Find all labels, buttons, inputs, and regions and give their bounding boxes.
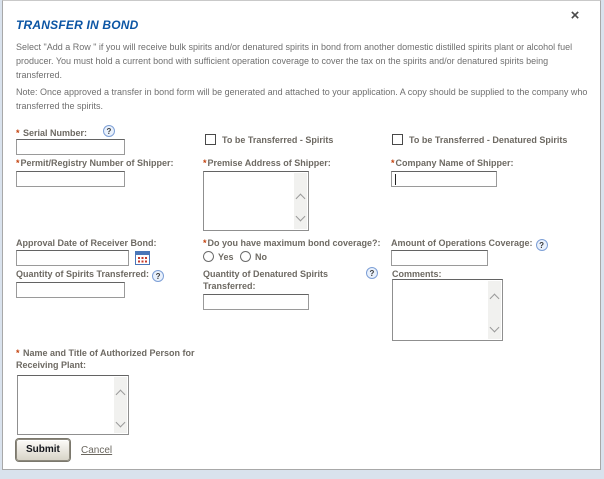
scroll-up-icon[interactable]	[490, 294, 500, 304]
scrollbar[interactable]	[488, 281, 501, 339]
comments-label: Comments:	[392, 269, 442, 279]
required-marker: *	[203, 158, 207, 168]
radio-yes[interactable]	[203, 251, 214, 262]
help-icon[interactable]: ?	[152, 270, 164, 282]
scroll-up-icon[interactable]	[296, 194, 306, 204]
radio-no[interactable]	[240, 251, 251, 262]
cancel-link[interactable]: Cancel	[81, 445, 113, 456]
permit-registry-input[interactable]	[16, 171, 125, 187]
scroll-down-icon[interactable]	[490, 323, 500, 333]
qty-denatured-label: Quantity of Denatured Spirits Transferred:	[203, 269, 329, 291]
premise-address-textarea[interactable]	[203, 171, 309, 231]
required-marker: *	[16, 128, 20, 138]
help-icon[interactable]: ?	[366, 267, 378, 279]
text-cursor	[395, 174, 396, 185]
serial-number-label: * Serial Number:	[16, 128, 88, 138]
company-name-label: *Company Name of Shipper:	[391, 158, 514, 168]
qty-spirits-label: Quantity of Spirits Transferred: ?	[16, 268, 164, 282]
checkbox-denatured-label: To be Transferred - Denatured Spirits	[409, 135, 568, 145]
checkbox-spirits-label: To be Transferred - Spirits	[222, 135, 334, 145]
radio-yes-label: Yes	[218, 252, 234, 262]
transfer-in-bond-dialog	[2, 0, 601, 470]
scroll-down-icon[interactable]	[116, 418, 126, 428]
qty-denatured-input[interactable]	[203, 294, 309, 310]
help-icon[interactable]: ?	[536, 239, 548, 251]
scroll-up-icon[interactable]	[116, 390, 126, 400]
calendar-icon[interactable]	[135, 251, 150, 265]
required-marker: *	[391, 158, 395, 168]
radio-no-label: No	[255, 252, 267, 262]
serial-number-input[interactable]	[16, 139, 125, 155]
qty-spirits-input[interactable]	[16, 282, 125, 298]
approval-date-label: Approval Date of Receiver Bond:	[16, 238, 157, 248]
submit-button[interactable]: Submit	[16, 439, 70, 461]
checkbox-to-be-transferred-denatured[interactable]	[392, 134, 403, 145]
authorized-person-textarea[interactable]	[17, 375, 129, 435]
close-icon[interactable]: ×	[570, 7, 580, 24]
max-bond-coverage-label: *Do you have maximum bond coverage?:	[203, 238, 381, 248]
scroll-down-icon[interactable]	[296, 212, 306, 222]
permit-registry-label: *Permit/Registry Number of Shipper:	[16, 158, 174, 168]
help-icon[interactable]: ?	[103, 125, 115, 137]
scrollbar[interactable]	[114, 377, 127, 433]
company-name-input[interactable]	[391, 171, 497, 187]
required-marker: *	[16, 158, 20, 168]
note-text: Note: Once approved a transfer in bond form will be generated and attached to your application. A copy should be supplied to the company who transferred the spirits.	[16, 87, 588, 111]
authorized-person-label: * Name and Title of Authorized Person for Receiving Plant:	[16, 348, 195, 370]
scrollbar[interactable]	[294, 173, 307, 229]
required-marker: *	[16, 348, 20, 358]
dialog-title: TRANSFER IN BOND	[16, 18, 139, 32]
intro-text: Select "Add a Row " if you will receive bulk spirits and/or denatured spirits in bond from another domestic distilled spirits plant or alcohol fuel producer. You must hold a current bond with sufficient operation coverage to cover the tax on the spirits and/or denatured spirits being transferred.	[16, 42, 573, 80]
checkbox-to-be-transferred-spirits[interactable]	[205, 134, 216, 145]
premise-address-label: *Premise Address of Shipper:	[203, 158, 331, 168]
required-marker: *	[203, 238, 207, 248]
comments-textarea[interactable]	[392, 279, 503, 341]
operations-coverage-input[interactable]	[391, 250, 488, 266]
approval-date-input[interactable]	[16, 250, 129, 266]
operations-coverage-label: Amount of Operations Coverage: ?	[391, 237, 548, 251]
